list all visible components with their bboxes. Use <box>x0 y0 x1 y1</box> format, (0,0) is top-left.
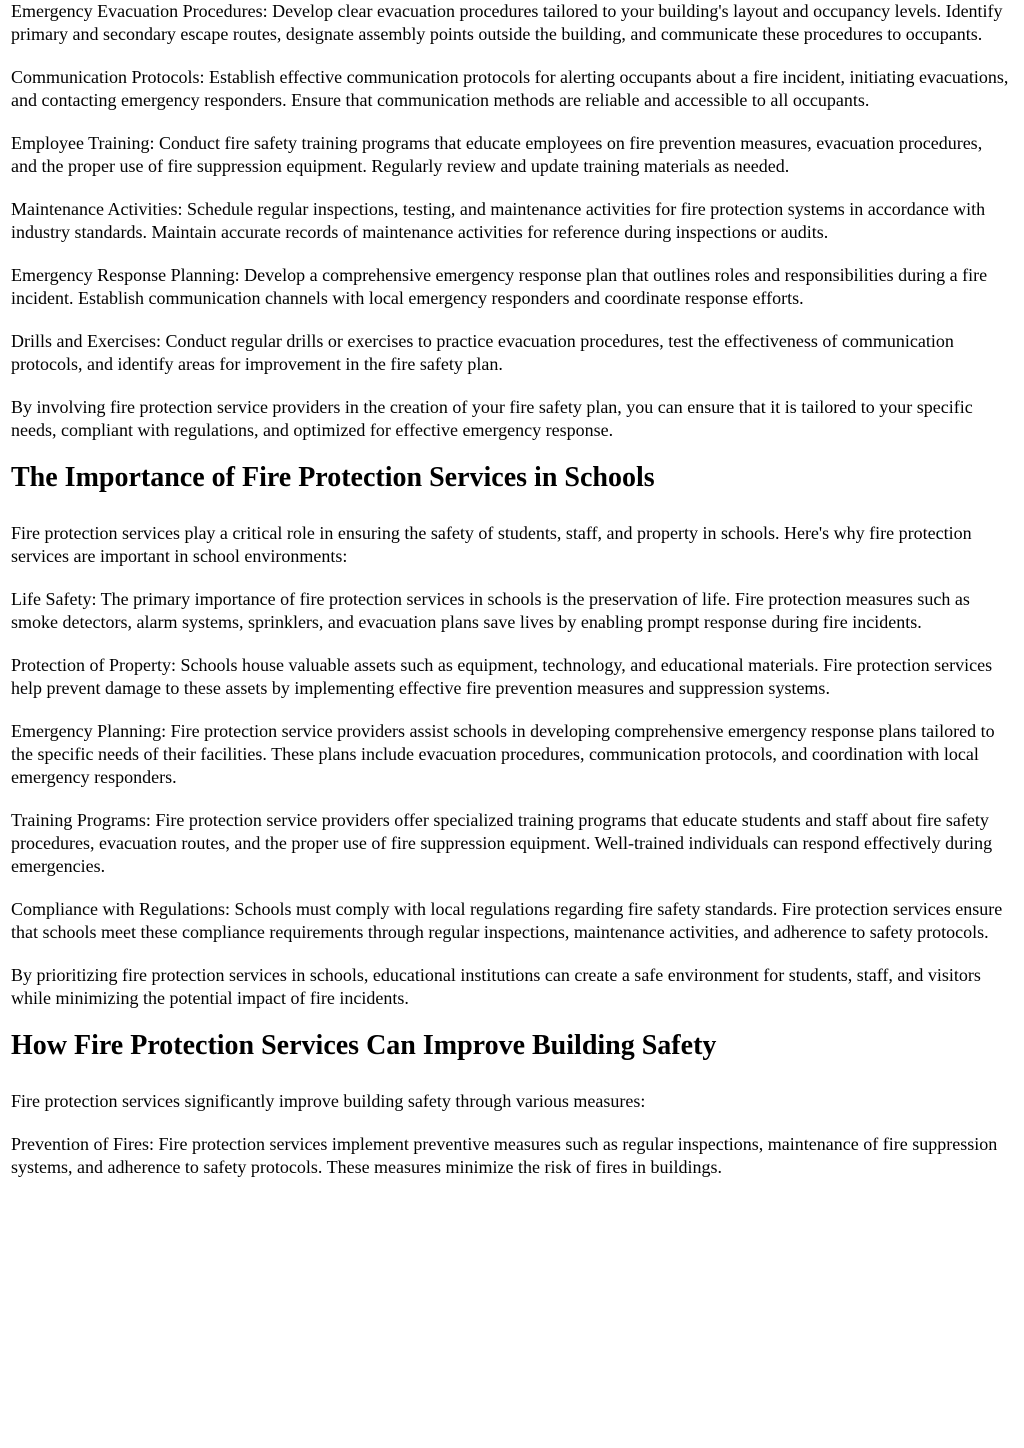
paragraph-prevention-of-fires: Prevention of Fires: Fire protection services implement preventive measures such as regular inspections, maintenance of fire suppression systems, and adherence to safety protocols. These measures minimize the risk of fires in buildings. <box>11 1134 998 1177</box>
document-body <box>11 0 1011 1199</box>
paragraph-employee-training: Employee Training: Conduct fire safety training programs that educate employees on fire prevention measures, evacuation procedures, and the proper use of fire suppression equipment. Regularly review and update training materials as needed. <box>11 133 983 176</box>
paragraph-emergency-evacuation: Emergency Evacuation Procedures: Develop clear evacuation procedures tailored to your building's layout and occupancy levels. Identify primary and secondary escape routes, designate assembly points outside the building, and communicate these procedures to occupants. <box>11 1 1003 44</box>
paragraph-training-programs: Training Programs: Fire protection service providers offer specialized training programs that educate students and staff about fire safety procedures, evacuation routes, and the proper use of fire suppression equipment. Well-trained individuals can respond effectively during emergencies. <box>11 810 993 876</box>
paragraph-schools-intro: Fire protection services play a critical role in ensuring the safety of students, staff, and property in schools. Here's why fire protection services are important in school environments: <box>11 523 972 566</box>
section-fire-safety-plan <box>11 0 1011 442</box>
paragraph-emergency-response-planning: Emergency Response Planning: Develop a comprehensive emergency response plan that outlines roles and responsibilities during a fire incident. Establish communication channels with local emergency responders and coordinate response efforts. <box>11 265 988 308</box>
paragraph-maintenance-activities: Maintenance Activities: Schedule regular inspections, testing, and maintenance activities for fire protection systems in accordance with industry standards. Maintain accurate records of maintenance activities for reference during inspections or audits. <box>11 199 986 242</box>
paragraph-building-intro: Fire protection services significantly improve building safety through various measures: <box>11 1091 646 1111</box>
heading-building-safety: How Fire Protection Services Can Improve Building Safety <box>11 1030 717 1061</box>
section-building-safety <box>11 1030 1011 1179</box>
paragraph-protection-of-property: Protection of Property: Schools house valuable assets such as equipment, technology, and educational materials. Fire protection services help prevent damage to these assets by implementing effective fire prevention measures and suppression systems. <box>11 655 993 698</box>
paragraph-schools-conclusion: By prioritizing fire protection services in schools, educational institutions can create a safe environment for students, staff, and visitors while minimizing the potential impact of fire incidents. <box>11 965 981 1008</box>
heading-schools: The Importance of Fire Protection Services in Schools <box>11 462 655 493</box>
paragraph-plan-conclusion: By involving fire protection service providers in the creation of your fire safety plan, you can ensure that it is tailored to your specific needs, compliant with regulations, and optimized for effective emergency response. <box>11 397 973 440</box>
paragraph-compliance: Compliance with Regulations: Schools must comply with local regulations regarding fire safety standards. Fire protection services ensure that schools meet these compliance requirements through regular inspections, maintenance activities, and adherence to safety protocols. <box>11 899 1003 942</box>
paragraph-life-safety: Life Safety: The primary importance of fire protection services in schools is the preservation of life. Fire protection measures such as smoke detectors, alarm systems, sprinklers, and evacuation plans save lives by enabling prompt response during fire incidents. <box>11 589 970 632</box>
paragraph-drills-exercises: Drills and Exercises: Conduct regular drills or exercises to practice evacuation procedures, test the effectiveness of communication protocols, and identify areas for improvement in the fire safety plan. <box>11 331 954 374</box>
section-schools <box>11 462 1011 1010</box>
paragraph-emergency-planning: Emergency Planning: Fire protection service providers assist schools in developing comprehensive emergency response plans tailored to the specific needs of their facilities. These plans include evacuation procedures, communication protocols, and coordination with local emergency responders. <box>11 721 995 787</box>
paragraph-communication-protocols: Communication Protocols: Establish effective communication protocols for alerting occupants about a fire incident, initiating evacuations, and contacting emergency responders. Ensure that communication methods are reliable and accessible to all occupants. <box>11 67 1009 110</box>
